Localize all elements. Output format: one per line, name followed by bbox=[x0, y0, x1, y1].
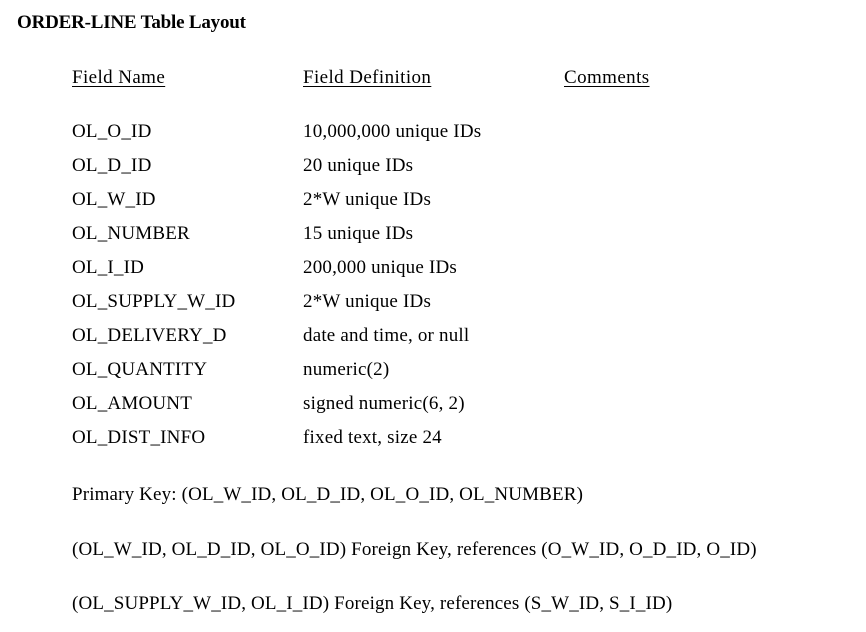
field-name: OL_D_ID bbox=[72, 155, 152, 176]
field-name: OL_SUPPLY_W_ID bbox=[72, 291, 236, 312]
field-name: OL_NUMBER bbox=[72, 223, 190, 244]
field-definition: 2*W unique IDs bbox=[303, 189, 432, 210]
table-row bbox=[0, 223, 866, 257]
column-header-field-name: Field Name bbox=[72, 67, 166, 88]
field-definition: signed numeric(6, 2) bbox=[303, 393, 465, 414]
table-row bbox=[0, 257, 866, 291]
table-row bbox=[0, 393, 866, 427]
field-definition: date and time, or null bbox=[303, 325, 470, 346]
field-name: OL_AMOUNT bbox=[72, 393, 193, 414]
field-definition: 2*W unique IDs bbox=[303, 291, 432, 312]
field-definition: 200,000 unique IDs bbox=[303, 257, 458, 278]
field-table bbox=[0, 121, 866, 461]
page-title: ORDER-LINE Table Layout bbox=[17, 12, 246, 33]
table-row bbox=[0, 325, 866, 359]
field-name: OL_QUANTITY bbox=[72, 359, 208, 380]
field-name: OL_DIST_INFO bbox=[72, 427, 206, 448]
table-row bbox=[0, 359, 866, 393]
column-header-comments: Comments bbox=[564, 67, 650, 88]
table-row bbox=[0, 189, 866, 223]
table-row bbox=[0, 291, 866, 325]
field-definition: 15 unique IDs bbox=[303, 223, 414, 244]
field-definition: fixed text, size 24 bbox=[303, 427, 442, 448]
field-definition: numeric(2) bbox=[303, 359, 390, 380]
field-name: OL_O_ID bbox=[72, 121, 152, 142]
table-row bbox=[0, 155, 866, 189]
field-definition: 10,000,000 unique IDs bbox=[303, 121, 482, 142]
field-name: OL_I_ID bbox=[72, 257, 145, 278]
column-header-field-definition: Field Definition bbox=[303, 67, 432, 88]
primary-key-note: Primary Key: (OL_W_ID, OL_D_ID, OL_O_ID, OL_NUMBER) bbox=[72, 484, 584, 505]
field-name: OL_W_ID bbox=[72, 189, 156, 210]
table-row bbox=[0, 121, 866, 155]
field-name: OL_DELIVERY_D bbox=[72, 325, 227, 346]
table-row bbox=[0, 427, 866, 461]
foreign-key-note-stock: (OL_SUPPLY_W_ID, OL_I_ID) Foreign Key, references (S_W_ID, S_I_ID) bbox=[72, 593, 673, 614]
foreign-key-note-order: (OL_W_ID, OL_D_ID, OL_O_ID) Foreign Key, references (O_W_ID, O_D_ID, O_ID) bbox=[72, 539, 757, 560]
field-definition: 20 unique IDs bbox=[303, 155, 414, 176]
